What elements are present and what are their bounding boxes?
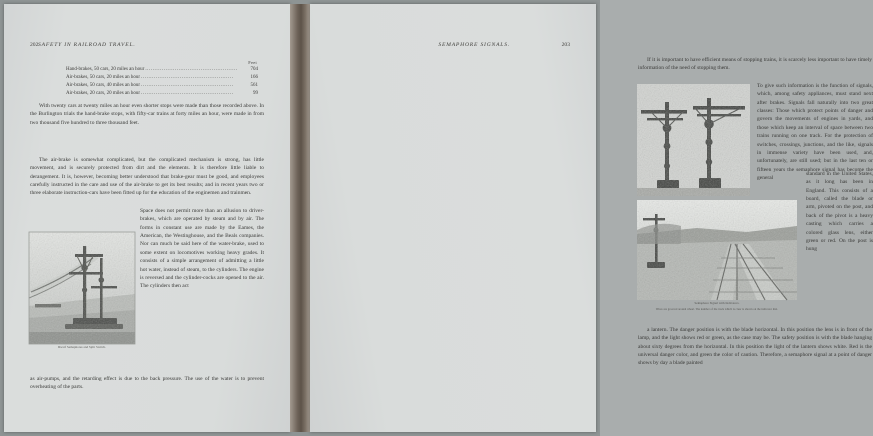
table-row-value: 99 (253, 91, 258, 97)
left-paragraph-4: as air-pumps, and the retarding effect is due to the back pressure. The use of the water is to prevent overheating of the parts. (30, 376, 264, 391)
left-figure-caption: Dwarf Semaphores and Split Switch. (58, 345, 106, 349)
table-row (66, 90, 258, 98)
figure-semaphore-signal (637, 84, 750, 196)
table-row-label: Air-brakes, 50 cars, 40 miles an hour (66, 83, 141, 89)
table-row-value: 561 (250, 83, 258, 89)
figure-image-track (637, 200, 797, 300)
table-row (66, 74, 258, 82)
table-row-label: Air-brakes, 50 cars, 20 miles an hour (66, 75, 141, 81)
table-column-header: Feet (248, 60, 257, 65)
right-page-running-head: SEMAPHORE SIGNALS. (438, 42, 510, 48)
right-page-folio: 203 (561, 42, 570, 48)
braking-distance-table (66, 60, 258, 98)
dwarf-semaphore-illustration (29, 232, 135, 344)
figure-image-semaphore-mechanism (637, 84, 750, 196)
right-figure-caption-line-1: Semaphore Signal with Indicators. (694, 301, 740, 305)
semaphore-mechanism-illustration (637, 84, 750, 196)
figure-image-dwarf-semaphores (29, 232, 135, 344)
table-row-label: Hand-brakes, 50 cars, 20 miles an hour (66, 67, 145, 72)
right-page (310, 4, 873, 432)
left-paragraph-2: The air-brake is somewhat complicated, but the complicated mechanism is strong, has little movement, and is securely protected from dirt and the elements. It is therefore little liable to derangement. It is, however, becoming better understood that brake-gear must be good, and employees carefully instructed in the care and use of the air-brake to get its best results; and in recent years two or three elaborate instruction-cars have been fitted up for the education of the enginemen and trainmen. (30, 157, 264, 197)
table-row (66, 66, 258, 74)
right-paragraph-1-wrap-narrow: standard in the United States, as it long has been in England. This consists of a board, called the blade or arm, pivoted on the post, and back of the pivot is a heavy casting which carries a colored glass lens, either green or red. On the post is hung (806, 171, 873, 253)
left-page-running-head: SAFETY IN RAILROAD TRAVEL. (38, 42, 136, 48)
leader-dots: .................................................. (141, 83, 234, 89)
right-paragraph-2: a lantern. The danger position is with the blade horizontal. In this position the lens is in front of the lamp, and the light shows red or green, as the case may be. The safety position is with the blade hanging about sixty degrees from the horizontal. In this position the light of the lantern shows white. Red is the universal danger color, and green the color of caution. Therefore, a semaphore signal at a point of danger shows by day a blade painted (638, 327, 872, 367)
open-book (4, 4, 873, 432)
table-row (66, 82, 258, 90)
table-row-value: 166 (250, 75, 258, 81)
right-paragraph-1-lead: If it is important to have efficient means of stopping trains, it is scarcely less important to have timely information of the need of stopping them. (638, 57, 872, 72)
leader-dots: .................................................. (141, 75, 234, 81)
right-figure-caption-line-2: Wires are grooved around wheel. The number of the track which is clear is shown on the indicator dial. (655, 307, 779, 311)
left-page (4, 4, 290, 432)
table-row-label: Air-brakes, 20 cars, 20 miles an hour (66, 91, 141, 97)
book-gutter (290, 4, 310, 432)
left-paragraph-1: With twenty cars at twenty miles an hour even shorter stops were made than those recorded above. In the Burlington trials the hand-brake stops, with fifty-car trains at forty miles an hour, were made in from two thousand five hundred to three thousand feet. (30, 103, 264, 126)
figure-dwarf-semaphores (29, 232, 135, 350)
left-paragraph-3: Space does not permit more than an allusion to driver-brakes, which are operated by steam and by air. The forms in constant use are made by the Eames, the American, the Westinghouse, and the Beals companies. Nor can much be said here of the water-brake, used to some extent on locomotives working heavy grades. It consists of a simple arrangement of admitting a little hot water, instead of steam, to the cylinders. The engine is reversed and the cylinder-cocks are opened to the air. The cylinders then act (140, 208, 264, 290)
figure-signal-on-track (637, 200, 797, 311)
leader-dots: .................................................. (141, 91, 234, 97)
right-paragraph-1-wrap-upper: To give such information is the function of signals, which, among safety appliances, must stand next after brakes. Signals fall naturally into two great classes: Those which protect points of danger and govern the movements of engines in yards, and those which keep an interval of space between two trains running on one track. For the protection of switches, crossings, junctions, and the like, signals in immense variety have been used, and, unfortunately, are still used; but in the last ten or fifteen years the semaphore signal has become the general (757, 83, 873, 181)
left-page-folio: 202 (30, 42, 39, 48)
railway-track-illustration (637, 200, 797, 300)
leader-dots: .................................................. (145, 67, 238, 72)
table-row-value: 704 (250, 67, 258, 72)
